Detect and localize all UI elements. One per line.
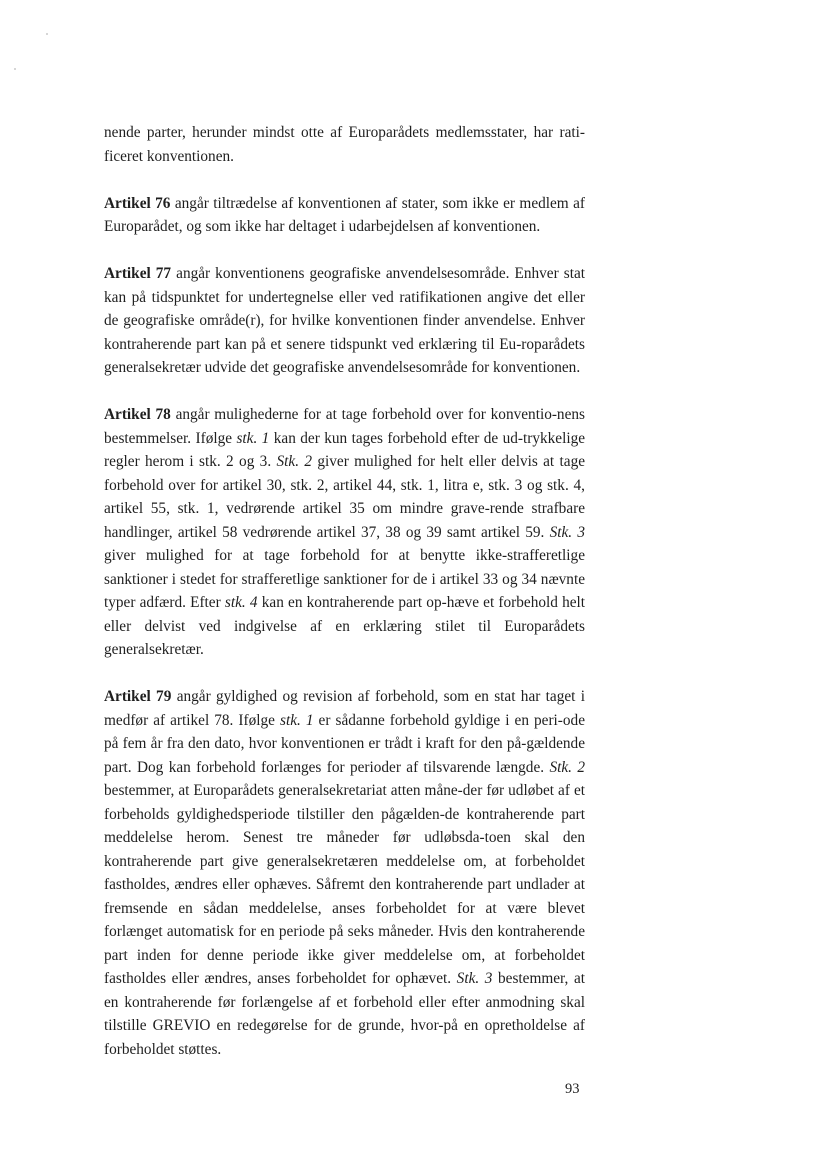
paragraph-artikel-76 [104,192,585,239]
paragraph-text: bestemmer, at en kontraherende før forlængelse af et forbehold eller efter anmodning skal tilstille GREVIO en redegørelse for de grunde, hvor-på en opretholdelse af forbeholdet støttes. [104,970,585,1058]
paragraph-text: angår tiltrædelse af konventionen af stater, som ikke er medlem af Europarådet, og som ikke har deltaget i udarbejdelsen af konventionen. [104,194,585,235]
stk-reference: Stk. 3 [549,523,585,541]
scan-speck-2 [14,68,16,70]
paragraph-text: angår konventionens geografiske anvendelsesområde. Enhver stat kan på tidspunktet for undertegnelse eller ved ratifikationen angive det eller de geografiske område(r), for hvilke konventionen finder anvendelse. Enhver kontraherende part kan på et senere tidspunkt ved erklæring til Eu-roparådets generalsekretær udvide det geografiske anvendelsesområde for konventionen. [104,265,585,376]
stk-reference: Stk. 2 [549,758,585,776]
stk-reference: Stk. 3 [456,970,493,987]
stk-reference: Stk. 2 [276,453,313,470]
paragraph-text: angår gyldighed og revision af forbehold, som en stat har taget i medfør af artikel 78. Ifølge [104,688,585,729]
page-number: 93 [565,1081,580,1097]
article-heading: Artikel 76 [104,194,171,212]
scan-speck-1 [46,33,48,35]
paragraph-intro-text: nende parter, herunder mindst otte af Europarådets medlemsstater, har rati-ficeret konventionen. [104,124,585,165]
paragraph-text: bestemmer, at Europarådets generalsekretariat atten måne-der før udløbet af et forbeholds gyldighedsperiode tilstiller den pågælden-de kontraherende part meddelelse herom. Senest tre måneder før udløbsda-toen skal den kontraherende part give generalsekretæren meddelelse om, at forbeholdet fastholdes, ændres eller ophæves. Såfremt den kontraherende part undlader at fremsende en sådan meddelelse, anses forbeholdet for at være blevet forlænget automatisk for en periode på seks måneder. Hvis den kontraherende part inden for denne periode ikke giver meddelelse om, at forbeholdet fastholdes eller ændres, anses forbeholdet for ophævet. [104,782,585,987]
article-heading: Artikel 77 [104,265,172,282]
paragraph-text: kan en kontraherende part op-hæve et forbehold helt eller delvist ved indgivelse af en erklæring stilet til Europarådets generalsekretær. [104,594,586,658]
paragraph-artikel-78 [104,403,585,662]
paragraph-text: giver mulighed for at tage forbehold for at benytte ikke-strafferetlige sanktioner i stedet for strafferetlige sanktioner for de i artikel 33 og 34 nævnte typer adfærd. Efter [104,547,585,611]
document-page [104,121,585,1085]
article-heading: Artikel 79 [104,688,172,705]
paragraph-text: er sådanne forbehold gyldige i en peri-ode på fem år fra den dato, hvor konventionen er trådt i kraft for den på-gældende part. Dog kan forbehold forlænges for perioder af tilsvarende længde. [104,711,585,776]
paragraph-text: giver mulighed for helt eller delvis at tage forbehold over for artikel 30, stk. 2, artikel 44, stk. 1, litra e, stk. 3 og stk. 4, artikel 55, stk. 1, vedrørende artikel 35 om mindre grave-rende strafbare handlinger, artikel 58 vedrørende artikel 37, 38 og 39 samt artikel 59. [104,453,586,541]
stk-reference: stk. 4 [224,594,258,611]
stk-reference: stk. 1 [280,711,314,729]
paragraph-intro [104,121,585,168]
article-heading: Artikel 78 [104,406,171,423]
paragraph-artikel-77 [104,262,585,380]
stk-reference: stk. 1 [236,429,270,447]
paragraph-text: kan der kun tages forbehold efter de ud-trykkelige regler herom i stk. 2 og 3. [104,429,586,470]
paragraph-artikel-79 [104,685,585,1061]
paragraph-text: angår mulighederne for at tage forbehold over for konventio-nens bestemmelser. Ifølge [104,406,585,447]
